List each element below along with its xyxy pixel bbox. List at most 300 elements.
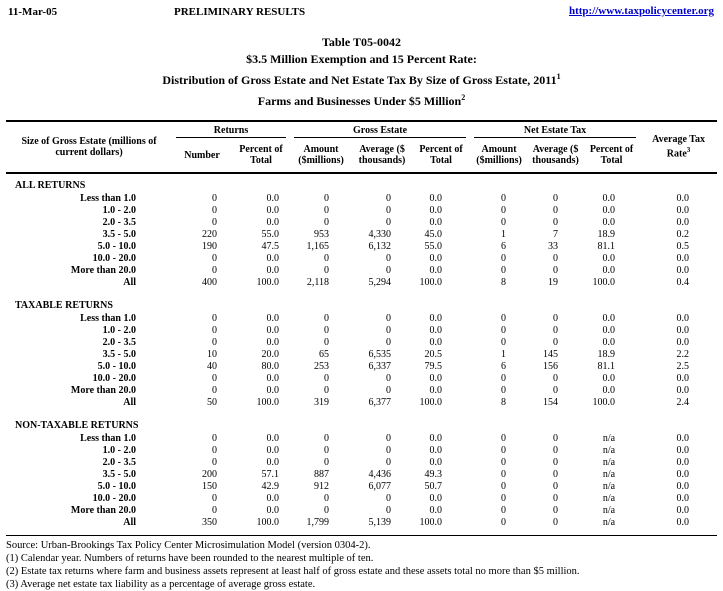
table-row: [6, 205, 717, 217]
cell-value: 0: [212, 493, 217, 504]
footnote-ref-1: 1: [556, 72, 561, 81]
cell-value: 100.0: [419, 517, 443, 528]
cell-value: 1,799: [306, 517, 330, 528]
cell-value: 0.0: [429, 457, 443, 468]
cell-value: 65: [319, 349, 330, 360]
cell-value: 0: [386, 253, 392, 264]
cell-value: 154: [543, 397, 559, 408]
table-body: [6, 173, 717, 536]
cell-value: 0: [324, 325, 330, 336]
cell-value: 6,132: [368, 241, 392, 252]
page-date: 11-Mar-05: [8, 6, 58, 18]
cell-value: 0.0: [266, 373, 280, 384]
cell-value: 0: [501, 253, 507, 264]
row-label: 2.0 - 3.5: [102, 337, 136, 348]
cell-value: 0.0: [266, 493, 280, 504]
cell-value: 55.0: [261, 229, 280, 240]
table-row: [6, 397, 717, 409]
row-label: 1.0 - 2.0: [102, 325, 136, 336]
cell-value: 0: [501, 373, 507, 384]
cell-value: 0.0: [676, 481, 690, 492]
row-label: 3.5 - 5.0: [102, 229, 136, 240]
cell-value: 0: [553, 265, 559, 276]
cell-value: 0: [501, 481, 507, 492]
cell-value: 6,077: [368, 481, 392, 492]
cell-value: 100.0: [419, 277, 443, 288]
cell-value: n/a: [602, 433, 616, 444]
preliminary-results-label: PRELIMINARY RESULTS: [174, 6, 306, 18]
row-label: Less than 1.0: [80, 313, 136, 324]
cell-value: 0: [553, 505, 559, 516]
cell-value: 0: [386, 445, 392, 456]
cell-value: 0: [501, 217, 507, 228]
title-farms: Farms and Businesses Under $5 Million$^2$: [257, 93, 466, 108]
cell-value: 1: [501, 349, 507, 360]
cell-value: 0: [324, 193, 330, 204]
cell-value: 81.1: [597, 241, 616, 252]
cell-value: n/a: [602, 445, 616, 456]
cell-value: 0.0: [429, 373, 443, 384]
cell-value: 0: [553, 325, 559, 336]
footnote-ref-3: 3: [686, 146, 691, 155]
table-row: [6, 337, 717, 349]
cell-value: 0.0: [266, 217, 280, 228]
cell-value: 0.0: [676, 433, 690, 444]
cell-value: 190: [202, 241, 217, 252]
cell-value: 0.0: [602, 373, 616, 384]
cell-value: n/a: [602, 493, 616, 504]
cell-value: 0: [386, 313, 392, 324]
cell-value: 0.0: [266, 505, 280, 516]
col-header-average-tax-rate: Average Tax Rate$^3$: [640, 121, 717, 173]
cell-value: 0.0: [602, 265, 616, 276]
cell-value: 0: [212, 445, 217, 456]
cell-value: 0: [553, 253, 559, 264]
cell-value: 45.0: [424, 229, 443, 240]
footnote-3: (3) Average net estate tax liability as a percentage of average gross estate.: [6, 579, 316, 590]
cell-value: 0: [324, 205, 330, 216]
cell-value: 0.0: [676, 265, 690, 276]
row-label: 1.0 - 2.0: [102, 445, 136, 456]
row-label: 5.0 - 10.0: [97, 481, 136, 492]
cell-value: 0: [386, 325, 392, 336]
cell-value: 0: [553, 385, 559, 396]
cell-value: 5,294: [368, 277, 392, 288]
cell-value: 0.0: [676, 385, 690, 396]
cell-value: 0: [553, 481, 559, 492]
cell-value: 100.0: [256, 517, 280, 528]
cell-value: 0: [386, 385, 392, 396]
cell-value: 0.0: [676, 493, 690, 504]
cell-value: 0: [324, 445, 330, 456]
cell-value: 0: [501, 517, 507, 528]
row-label: 3.5 - 5.0: [102, 349, 136, 360]
row-label: 10.0 - 20.0: [92, 253, 136, 264]
table-row: [6, 517, 717, 529]
cell-value: 1,165: [306, 241, 330, 252]
cell-value: 0.0: [429, 493, 443, 504]
table-row: [6, 241, 717, 253]
cell-value: 0: [386, 373, 392, 384]
cell-value: 0.0: [429, 445, 443, 456]
cell-value: 0: [553, 433, 559, 444]
cell-value: 81.1: [597, 361, 616, 372]
row-label: 10.0 - 20.0: [92, 373, 136, 384]
cell-value: 6: [501, 241, 507, 252]
table-row: [6, 349, 717, 361]
col-header-returns-number: Number: [172, 138, 232, 173]
row-label: All: [123, 517, 136, 528]
table-row: [6, 313, 717, 325]
cell-value: 0.0: [602, 337, 616, 348]
cell-value: 253: [314, 361, 330, 372]
cell-value: 47.5: [261, 241, 280, 252]
cell-value: 0: [324, 217, 330, 228]
cell-value: 0.0: [602, 385, 616, 396]
cell-value: 220: [202, 229, 217, 240]
cell-value: 0: [501, 385, 507, 396]
cell-value: 49.3: [424, 469, 443, 480]
cell-value: 0: [212, 193, 217, 204]
group-header-gross-estate: Gross Estate: [290, 121, 470, 138]
cell-value: 6,535: [368, 349, 392, 360]
cell-value: 55.0: [424, 241, 443, 252]
cell-value: 0.0: [676, 217, 690, 228]
table-row: [6, 277, 717, 289]
table-row: [6, 361, 717, 373]
row-label: 10.0 - 20.0: [92, 493, 136, 504]
spacer-row: [6, 409, 717, 419]
col-header-returns-percent: Percent of Total: [232, 138, 290, 173]
cell-value: 0.0: [676, 373, 690, 384]
cell-value: 50: [207, 397, 217, 408]
cell-value: n/a: [602, 505, 616, 516]
cell-value: 100.0: [256, 277, 280, 288]
cell-value: 0.0: [266, 313, 280, 324]
cell-value: 0.0: [266, 337, 280, 348]
cell-value: 0.0: [676, 337, 690, 348]
cell-value: 200: [202, 469, 217, 480]
col-header-gross-percent: Percent of Total: [412, 138, 470, 173]
row-label: 1.0 - 2.0: [102, 205, 136, 216]
cell-value: 0.0: [676, 505, 690, 516]
cell-value: 0.0: [429, 205, 443, 216]
section-header: ALL RETURNS: [15, 180, 86, 191]
cell-value: 0.0: [676, 517, 690, 528]
cell-value: 0: [553, 469, 559, 480]
cell-value: 7: [553, 229, 559, 240]
cell-value: 0: [324, 253, 330, 264]
cell-value: 0.0: [676, 457, 690, 468]
cell-value: 0: [553, 193, 559, 204]
cell-value: 0.4: [676, 277, 690, 288]
cell-value: 100.0: [592, 397, 616, 408]
cell-value: 0: [501, 457, 507, 468]
cell-value: 0.0: [266, 265, 280, 276]
cell-value: 0.0: [429, 193, 443, 204]
cell-value: 0: [212, 385, 217, 396]
cell-value: 400: [202, 277, 217, 288]
footnote-2: (2) Estate tax returns where farm and business assets represent at least half of gross estate and these assets total no more than $5 million.: [6, 566, 580, 577]
table-row: [6, 457, 717, 469]
cell-value: 1: [501, 229, 507, 240]
footnote-1: (1) Calendar year. Numbers of returns have been rounded to the nearest multiple of ten.: [6, 553, 374, 564]
cell-value: 33: [548, 241, 559, 252]
cell-value: 0: [553, 517, 559, 528]
cell-value: 0: [324, 457, 330, 468]
cell-value: 0.2: [676, 229, 690, 240]
cell-value: 0.0: [266, 253, 280, 264]
title-exemption-rate: $3.5 Million Exemption and 15 Percent Rate:: [246, 52, 477, 66]
table-row: [6, 193, 717, 205]
cell-value: 0: [386, 505, 392, 516]
cell-value: 0: [212, 265, 217, 276]
cell-value: 0: [553, 493, 559, 504]
section-header-row: [6, 419, 717, 433]
row-label: All: [123, 397, 136, 408]
col-header-net-average: Average ($ thousands): [528, 138, 583, 173]
cell-value: 100.0: [256, 397, 280, 408]
cell-value: 0.0: [266, 205, 280, 216]
cell-value: 100.0: [419, 397, 443, 408]
cell-value: 0.0: [602, 193, 616, 204]
spacer-row: [6, 289, 717, 299]
group-header-returns: Returns: [172, 121, 290, 138]
col-header-gross-amount: Amount ($millions): [290, 138, 352, 173]
row-label: 3.5 - 5.0: [102, 469, 136, 480]
cell-value: 0.0: [429, 505, 443, 516]
cell-value: 0: [324, 505, 330, 516]
row-label: 2.0 - 3.5: [102, 217, 136, 228]
table-row: [6, 325, 717, 337]
cell-value: 0.0: [676, 205, 690, 216]
cell-value: 0.0: [602, 253, 616, 264]
cell-value: 0.0: [676, 325, 690, 336]
cell-value: n/a: [602, 481, 616, 492]
cell-value: 0: [553, 205, 559, 216]
cell-value: 350: [202, 517, 217, 528]
footnotes-block: [6, 539, 717, 591]
cell-value: 0: [501, 469, 507, 480]
table-row: [6, 469, 717, 481]
table-row: [6, 373, 717, 385]
cell-value: 2,118: [306, 277, 330, 288]
cell-value: 6: [501, 361, 507, 372]
cell-value: n/a: [602, 457, 616, 468]
cell-value: 80.0: [261, 361, 280, 372]
cell-value: 40: [207, 361, 217, 372]
table-number-title: Table T05-0042: [321, 35, 402, 49]
cell-value: 0: [212, 253, 217, 264]
section-header: TAXABLE RETURNS: [15, 300, 113, 311]
title-block: [0, 34, 723, 110]
cell-value: 0: [212, 337, 217, 348]
cell-value: 0.0: [676, 253, 690, 264]
row-label: 5.0 - 10.0: [97, 241, 136, 252]
cell-value: 0.0: [429, 325, 443, 336]
cell-value: 0: [501, 337, 507, 348]
col-header-size-of-gross-estate: Size of Gross Estate (millions of current dollars): [6, 121, 172, 173]
cell-value: 0.0: [429, 433, 443, 444]
cell-value: 0: [386, 337, 392, 348]
cell-value: 0: [386, 457, 392, 468]
cell-value: 0: [386, 493, 392, 504]
table-row: [6, 385, 717, 397]
row-label: More than 20.0: [70, 265, 136, 276]
cell-value: 0: [501, 493, 507, 504]
cell-value: 156: [543, 361, 559, 372]
taxpolicycenter-link[interactable]: http://www.taxpolicycenter.org: [568, 5, 714, 17]
cell-value: 0: [386, 265, 392, 276]
cell-value: 0: [501, 505, 507, 516]
cell-value: 0: [212, 205, 217, 216]
cell-value: 0: [501, 205, 507, 216]
cell-value: 0.0: [266, 445, 280, 456]
row-label: Less than 1.0: [80, 433, 136, 444]
col-header-net-amount: Amount ($millions): [470, 138, 528, 173]
cell-value: 50.7: [424, 481, 443, 492]
cell-value: 0: [553, 313, 559, 324]
cell-value: 2.4: [676, 397, 690, 408]
cell-value: 42.9: [261, 481, 280, 492]
cell-value: n/a: [602, 469, 616, 480]
cell-value: 0.0: [676, 313, 690, 324]
cell-value: 5,139: [368, 517, 392, 528]
cell-value: 0.0: [429, 253, 443, 264]
cell-value: 0: [501, 445, 507, 456]
cell-value: 0.0: [266, 433, 280, 444]
cell-value: 0.0: [429, 265, 443, 276]
cell-value: 0: [501, 265, 507, 276]
cell-value: 0: [386, 217, 392, 228]
cell-value: 0: [324, 313, 330, 324]
cell-value: 0.0: [266, 385, 280, 396]
cell-value: 0: [324, 433, 330, 444]
title-distribution: Distribution of Gross Estate and Net Estate Tax By Size of Gross Estate, 2011$^1$: [162, 72, 561, 87]
col-header-gross-average: Average ($ thousands): [352, 138, 412, 173]
table-row: [6, 481, 717, 493]
cell-value: 4,436: [368, 469, 392, 480]
cell-value: 0: [324, 265, 330, 276]
footnote-ref-2: 2: [461, 93, 466, 102]
cell-value: 0: [324, 385, 330, 396]
table-row: [6, 265, 717, 277]
cell-value: 4,330: [368, 229, 392, 240]
cell-value: 0.5: [676, 241, 690, 252]
cell-value: 0.0: [266, 457, 280, 468]
cell-value: 100.0: [592, 277, 616, 288]
section-header-row: [6, 179, 717, 193]
cell-value: 8: [501, 397, 507, 408]
cell-value: 0: [553, 373, 559, 384]
cell-value: 20.5: [424, 349, 443, 360]
table-row: [6, 493, 717, 505]
cell-value: 0: [212, 373, 217, 384]
estate-tax-table: [6, 120, 717, 536]
cell-value: 18.9: [597, 349, 616, 360]
table-row: [6, 253, 717, 265]
cell-value: 20.0: [261, 349, 280, 360]
cell-value: 0: [212, 457, 217, 468]
cell-value: 0.0: [602, 325, 616, 336]
cell-value: 0: [501, 433, 507, 444]
table-row: [6, 505, 717, 517]
cell-value: 0: [212, 433, 217, 444]
table-header: [6, 121, 717, 173]
cell-value: 0.0: [676, 445, 690, 456]
cell-value: 0: [212, 325, 217, 336]
cell-value: 18.9: [597, 229, 616, 240]
footnote-source: Source: Urban-Brookings Tax Policy Center Microsimulation Model (version 0304-2).: [6, 540, 371, 551]
cell-value: 0.0: [429, 217, 443, 228]
row-label: More than 20.0: [70, 385, 136, 396]
row-label: All: [123, 277, 136, 288]
cell-value: 10: [207, 349, 217, 360]
cell-value: 0: [501, 325, 507, 336]
cell-value: 0: [553, 217, 559, 228]
cell-value: 0.0: [602, 217, 616, 228]
table-row: [6, 229, 717, 241]
row-label: 2.0 - 3.5: [102, 457, 136, 468]
cell-value: 0: [553, 445, 559, 456]
cell-value: 0.0: [602, 313, 616, 324]
row-label: 5.0 - 10.0: [97, 361, 136, 372]
section-header-row: [6, 299, 717, 313]
table-row: [6, 217, 717, 229]
cell-value: 0.0: [266, 325, 280, 336]
spacer-row: [6, 529, 717, 536]
cell-value: 150: [202, 481, 217, 492]
cell-value: 19: [548, 277, 559, 288]
cell-value: 0: [553, 457, 559, 468]
cell-value: 0: [324, 337, 330, 348]
row-label: More than 20.0: [70, 505, 136, 516]
cell-value: 0.0: [676, 469, 690, 480]
cell-value: 0.0: [266, 193, 280, 204]
cell-value: 0.0: [676, 193, 690, 204]
cell-value: 0: [324, 493, 330, 504]
cell-value: 0: [386, 433, 392, 444]
cell-value: n/a: [602, 517, 616, 528]
cell-value: 0: [212, 505, 217, 516]
cell-value: 912: [314, 481, 330, 492]
cell-value: 0.0: [602, 205, 616, 216]
page-top-bar: [0, 0, 723, 24]
cell-value: 0.0: [429, 337, 443, 348]
cell-value: 57.1: [261, 469, 280, 480]
cell-value: 8: [501, 277, 507, 288]
cell-value: 0: [212, 313, 217, 324]
cell-value: 2.2: [676, 349, 690, 360]
cell-value: 319: [314, 397, 330, 408]
cell-value: 0: [324, 373, 330, 384]
row-label: Less than 1.0: [80, 193, 136, 204]
cell-value: 0: [501, 193, 507, 204]
table-row: [6, 445, 717, 457]
table-row: [6, 433, 717, 445]
cell-value: 0.0: [429, 313, 443, 324]
col-header-net-percent: Percent of Total: [583, 138, 640, 173]
cell-value: 0: [386, 205, 392, 216]
cell-value: 145: [543, 349, 559, 360]
cell-value: 6,337: [368, 361, 392, 372]
cell-value: 79.5: [424, 361, 443, 372]
cell-value: 6,377: [368, 397, 392, 408]
cell-value: 0.0: [429, 385, 443, 396]
cell-value: 0: [501, 313, 507, 324]
cell-value: 0: [386, 193, 392, 204]
cell-value: 2.5: [676, 361, 690, 372]
